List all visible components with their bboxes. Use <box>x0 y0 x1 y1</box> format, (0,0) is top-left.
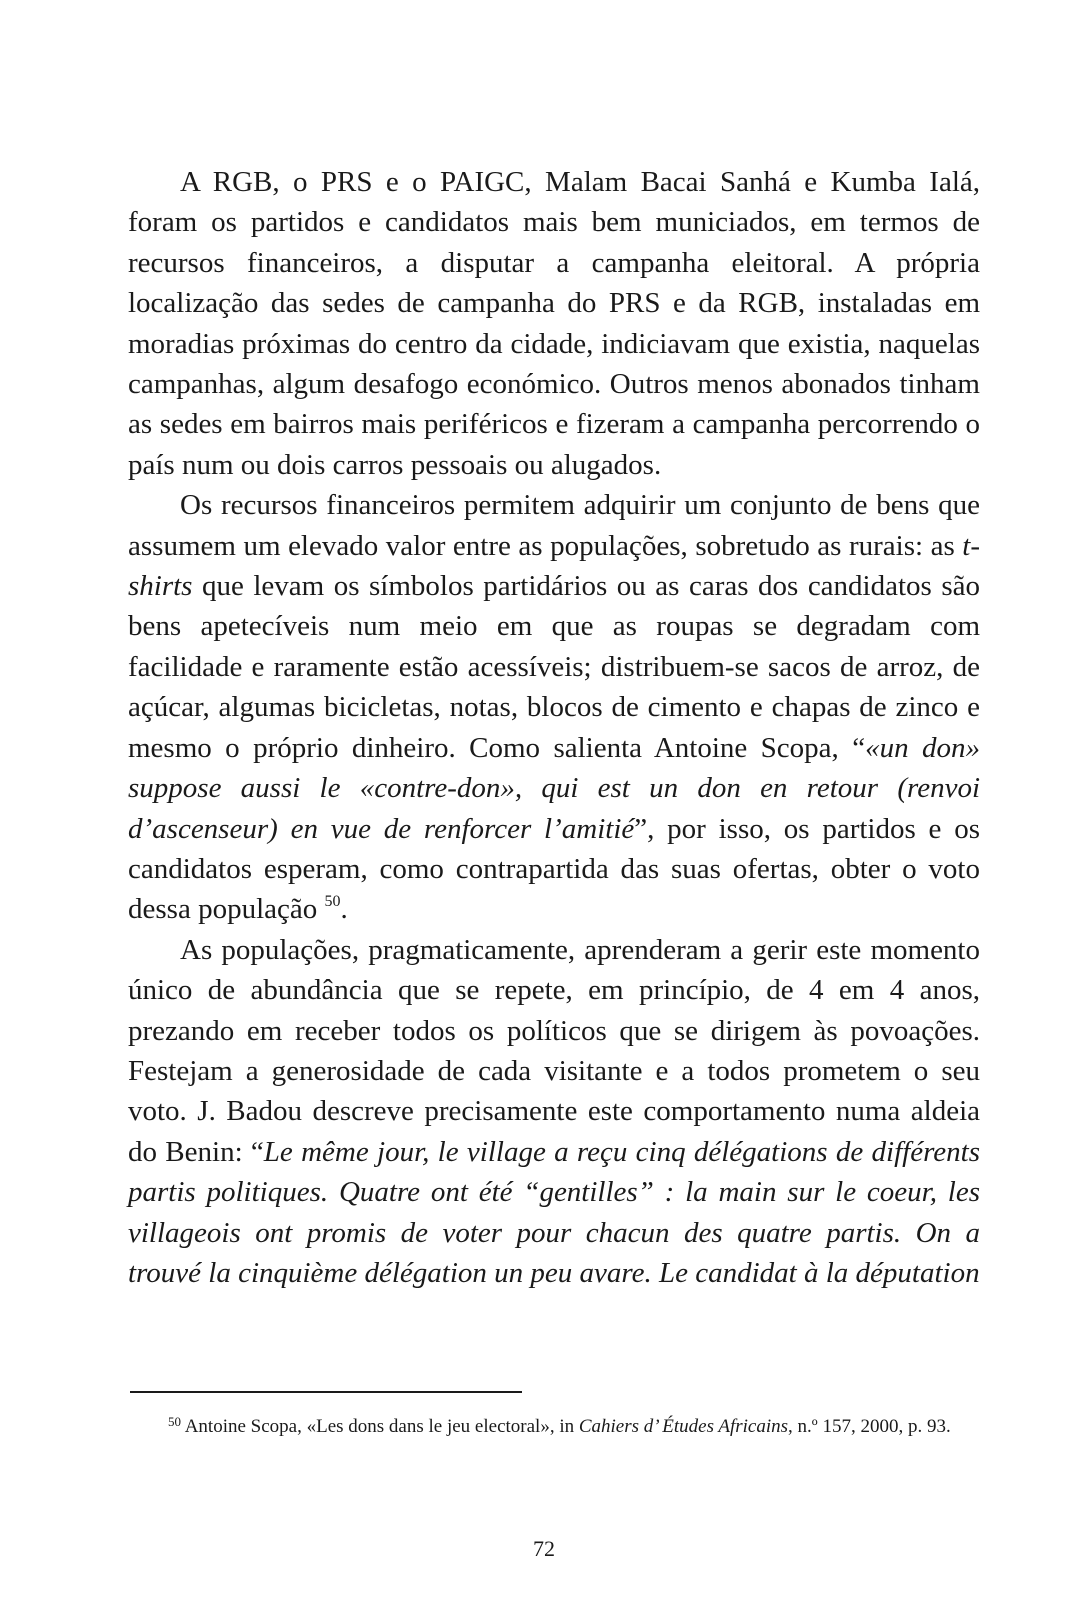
paragraph-2: Os recursos financeiros permitem adquirir um conjunto de bens que assumem um elevado valor entre as populações, sobretudo as rurais: as t-shirts que levam os símbolos partidários ou as caras dos candidatos são bens apetecíveis num meio em que as roupas se degradam com facilidade e raramente estão acessíveis; distribuem-se sacos de arroz, de açúcar, algumas bicicletas, notas, blocos de cimento e chapas de zinco e mesmo o próprio dinheiro. Como salienta Antoine Scopa, “«un don» suppose aussi le «contre-don», qui est un don en retour (renvoi d’ascenseur) en vue de renforcer l’amitié”, por isso, os partidos e os candidatos esperam, como contrapartida das suas ofertas, obter o voto dessa população $^{50}$. <box>128 489 980 926</box>
page-number: 72 <box>533 1536 555 1561</box>
footnote-reference: 50 <box>324 893 341 911</box>
footnote: $^{50}$ Antoine Scopa, «Les dons dans le jeu electoral», in Cahiers d’ Études Africains, n.º 157, 2000, p. 93. <box>168 1414 951 1437</box>
main-text <box>128 162 980 1293</box>
footnote-separator <box>130 1391 522 1393</box>
badou-quote: Le même jour, le village a reçu cinq délégations de différents partis politiques. Quatre ont été “gentilles” : la main sur le coeur, les villageois ont promis de voter pour chacun des quatre partis. On a trouvé la cinquième délégation un peu avare. Le candidat à la députation <box>128 1135 980 1289</box>
paragraph-1: A RGB, o PRS e o PAIGC, Malam Bacai Sanhá e Kumba Ialá, foram os partidos e candidatos mais bem municiados, em termos de recursos financeiros, a disputar a campanha eleitoral. A própria localização das sedes de campanha do PRS e da RGB, instaladas em moradias próximas do centro da cidade, indiciavam que existia, naquelas campanhas, algum desafogo económico. Outros menos abonados tinham as sedes em bairros mais periféricos e fizeram a campanha percorrendo o país num ou dois carros pessoais ou alugados. <box>128 166 980 481</box>
scopa-quote: «un don» suppose aussi le «contre-don», qui est un don en retour (renvoi d’ascenseur) en vue de renforcer l’amitié <box>128 731 980 845</box>
footnote-journal: Cahiers d’ Études Africains <box>578 1416 789 1437</box>
paragraph-3: As populações, pragmaticamente, aprenderam a gerir este momento único de abundância que se repete, em princípio, de 4 em 4 anos, prezando em receber todos os políticos que se dirigem às povoações. Festejam a generosidade de cada visitante e a todos prometem o seu voto. J. Badou descreve precisamente este comportamento numa aldeia do Benin: “Le même jour, le village a reçu cinq délégations de différents partis politiques. Quatre ont été “gentilles” : la main sur le coeur, les villageois ont promis de voter pour chacun des quatre partis. On a trouvé la cinquième délégation un peu avare. Le candidat à la députation <box>128 933 980 1289</box>
footnote-number: 50 <box>168 1414 181 1429</box>
tshirts-term: t-shirts <box>128 529 980 603</box>
